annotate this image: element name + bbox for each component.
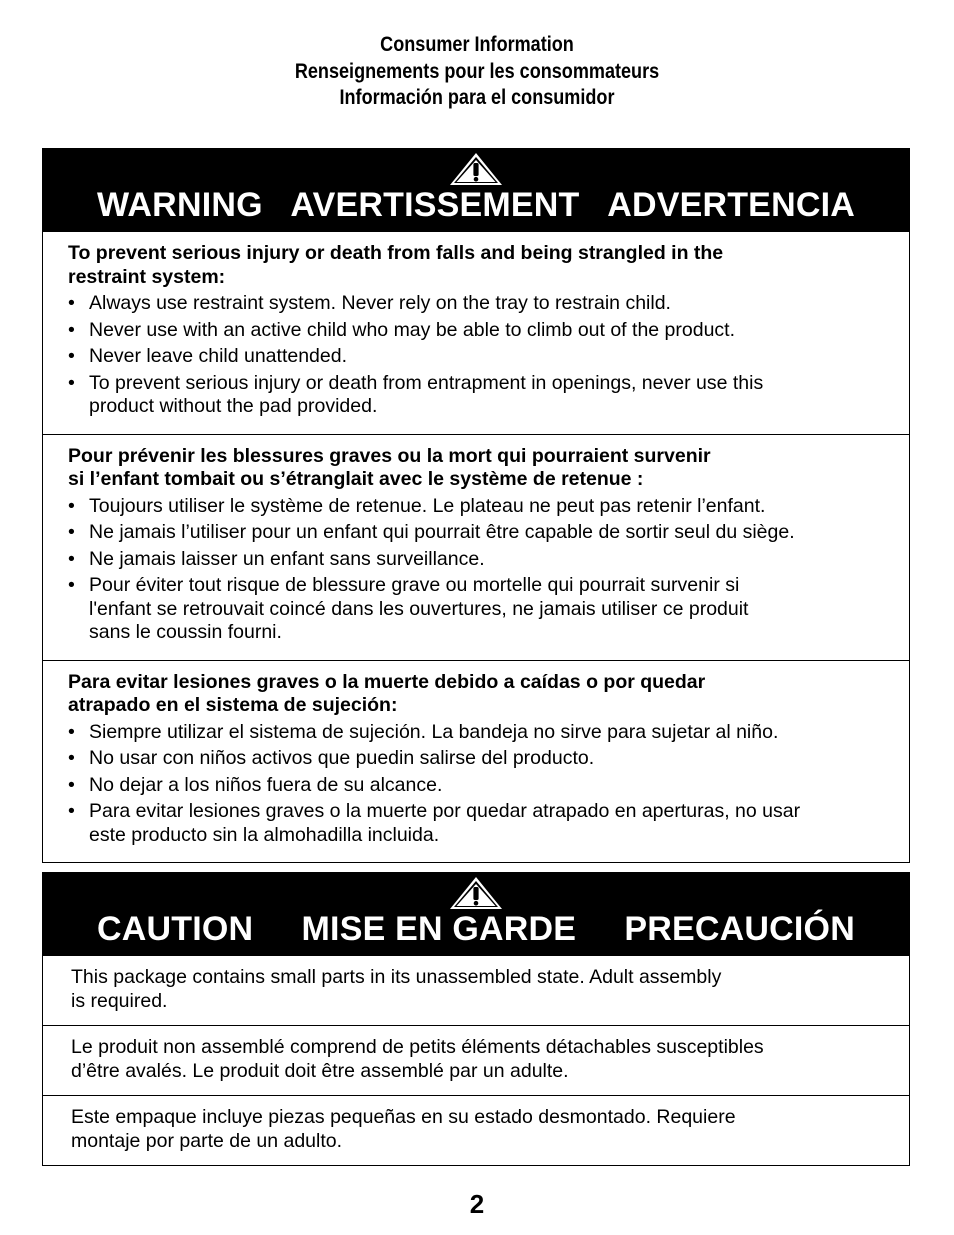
header-title-es: Información para el consumidor	[339, 86, 615, 109]
bullet-icon: •	[68, 494, 75, 517]
list-item	[68, 292, 893, 316]
warning-bullet-list	[68, 495, 893, 645]
header-title-en: Consumer Information	[380, 33, 574, 56]
caution-section	[43, 1025, 909, 1095]
warning-section	[43, 231, 909, 434]
lead-line: restraint system:	[68, 265, 226, 288]
bullet-line: Ne jamais laisser un enfant sans surveillance.	[89, 547, 485, 570]
caution-section	[43, 955, 909, 1025]
list-item	[68, 345, 893, 369]
warning-header	[43, 149, 909, 231]
bullet-icon: •	[68, 292, 75, 314]
lead-line: si l’enfant tombait ou s’étranglait avec le système de retenue :	[68, 468, 644, 490]
warning-lead-text	[68, 242, 893, 289]
warning-lead-text	[68, 445, 893, 492]
bullet-icon: •	[68, 720, 75, 743]
caution-text	[71, 1035, 893, 1083]
list-item	[68, 774, 893, 798]
bullet-line: Always use restraint system. Never rely on the tray to restrain child.	[89, 292, 671, 314]
caution-line: montaje por parte de un adulto.	[71, 1130, 343, 1152]
warning-lead-text	[68, 671, 893, 718]
warning-section	[43, 434, 909, 660]
caution-line: d’être avalés. Le produit doit être assemblé par un adulte.	[71, 1060, 569, 1082]
warning-section	[43, 660, 909, 863]
bullet-line: Pour éviter tout risque de blessure grave ou mortelle qui pourrait survenir si	[89, 574, 740, 596]
lead-line: Pour prévenir les blessures graves ou la mort qui pourraient survenir	[68, 444, 711, 467]
bullet-line: product without the pad provided.	[89, 395, 378, 417]
list-item	[68, 319, 893, 343]
header-title-fr: Renseignements pour les consommateurs	[294, 59, 660, 83]
bullet-icon: •	[68, 371, 75, 394]
warning-bullet-list	[68, 292, 893, 419]
bullet-line: Siempre utilizar el sistema de sujeción. La bandeja no sirve para sujetar al niño.	[89, 720, 779, 743]
bullet-icon: •	[68, 574, 75, 596]
lead-line: To prevent serious injury or death from falls and being strangled in the	[68, 242, 724, 264]
bullet-line: este producto sin la almohadilla incluida.	[89, 823, 440, 846]
bullet-line: sans le coussin fourni.	[89, 621, 282, 643]
bullet-line: Never leave child unattended.	[89, 345, 348, 367]
warning-box	[42, 148, 910, 863]
bullet-icon: •	[68, 800, 75, 822]
list-item	[68, 721, 893, 745]
page-header	[0, 32, 954, 112]
list-item	[68, 521, 893, 545]
bullet-icon: •	[68, 547, 75, 570]
bullet-icon: •	[68, 318, 75, 341]
bullet-line: l'enfant se retrouvait coincé dans les ouvertures, ne jamais utiliser ce produit	[89, 597, 749, 620]
caution-text	[71, 1105, 893, 1153]
list-item	[68, 548, 893, 572]
list-item	[68, 747, 893, 771]
lead-line: atrapado en el sistema de sujeción:	[68, 694, 398, 716]
bullet-line: Ne jamais l’utiliser pour un enfant qui pourrait être capable de sortir seul du siège.	[89, 521, 795, 543]
caution-header	[43, 873, 909, 955]
caution-line: Este empaque incluye piezas pequeñas en su estado desmontado. Requiere	[71, 1106, 736, 1128]
caution-section	[43, 1095, 909, 1165]
bullet-icon: •	[68, 521, 75, 543]
bullet-icon: •	[68, 773, 75, 796]
warning-title: WARNING AVERTISSEMENT ADVERTENCIA	[97, 186, 855, 224]
warning-bullet-list	[68, 721, 893, 848]
lead-line: Para evitar lesiones graves o la muerte debido a caídas o por quedar	[68, 670, 706, 693]
bullet-icon: •	[68, 345, 75, 367]
bullet-icon: •	[68, 747, 75, 769]
caution-title: CAUTION MISE EN GARDE PRECAUCIÓN	[97, 910, 855, 948]
list-item	[68, 800, 893, 847]
caution-box	[42, 872, 910, 1166]
bullet-line: Never use with an active child who may be able to climb out of the product.	[89, 318, 736, 341]
caution-text	[71, 965, 893, 1013]
bullet-line: To prevent serious injury or death from entrapment in openings, never use this	[89, 371, 764, 394]
bullet-line: Toujours utiliser le système de retenue. Le plateau ne peut pas retenir l’enfant.	[89, 494, 766, 517]
list-item	[68, 574, 893, 645]
bullet-line: Para evitar lesiones graves o la muerte por quedar atrapado en aperturas, no usar	[89, 800, 801, 822]
caution-line: This package contains small parts in its unassembled state. Adult assembly	[71, 966, 722, 988]
list-item	[68, 495, 893, 519]
caution-line: is required.	[71, 990, 168, 1012]
bullet-line: No dejar a los niños fuera de su alcance.	[89, 773, 443, 796]
page-number: 2	[469, 1189, 485, 1219]
caution-line: Le produit non assemblé comprend de petits éléments détachables susceptibles	[71, 1036, 764, 1058]
list-item	[68, 372, 893, 419]
bullet-line: No usar con niños activos que puedin salirse del producto.	[89, 747, 595, 769]
